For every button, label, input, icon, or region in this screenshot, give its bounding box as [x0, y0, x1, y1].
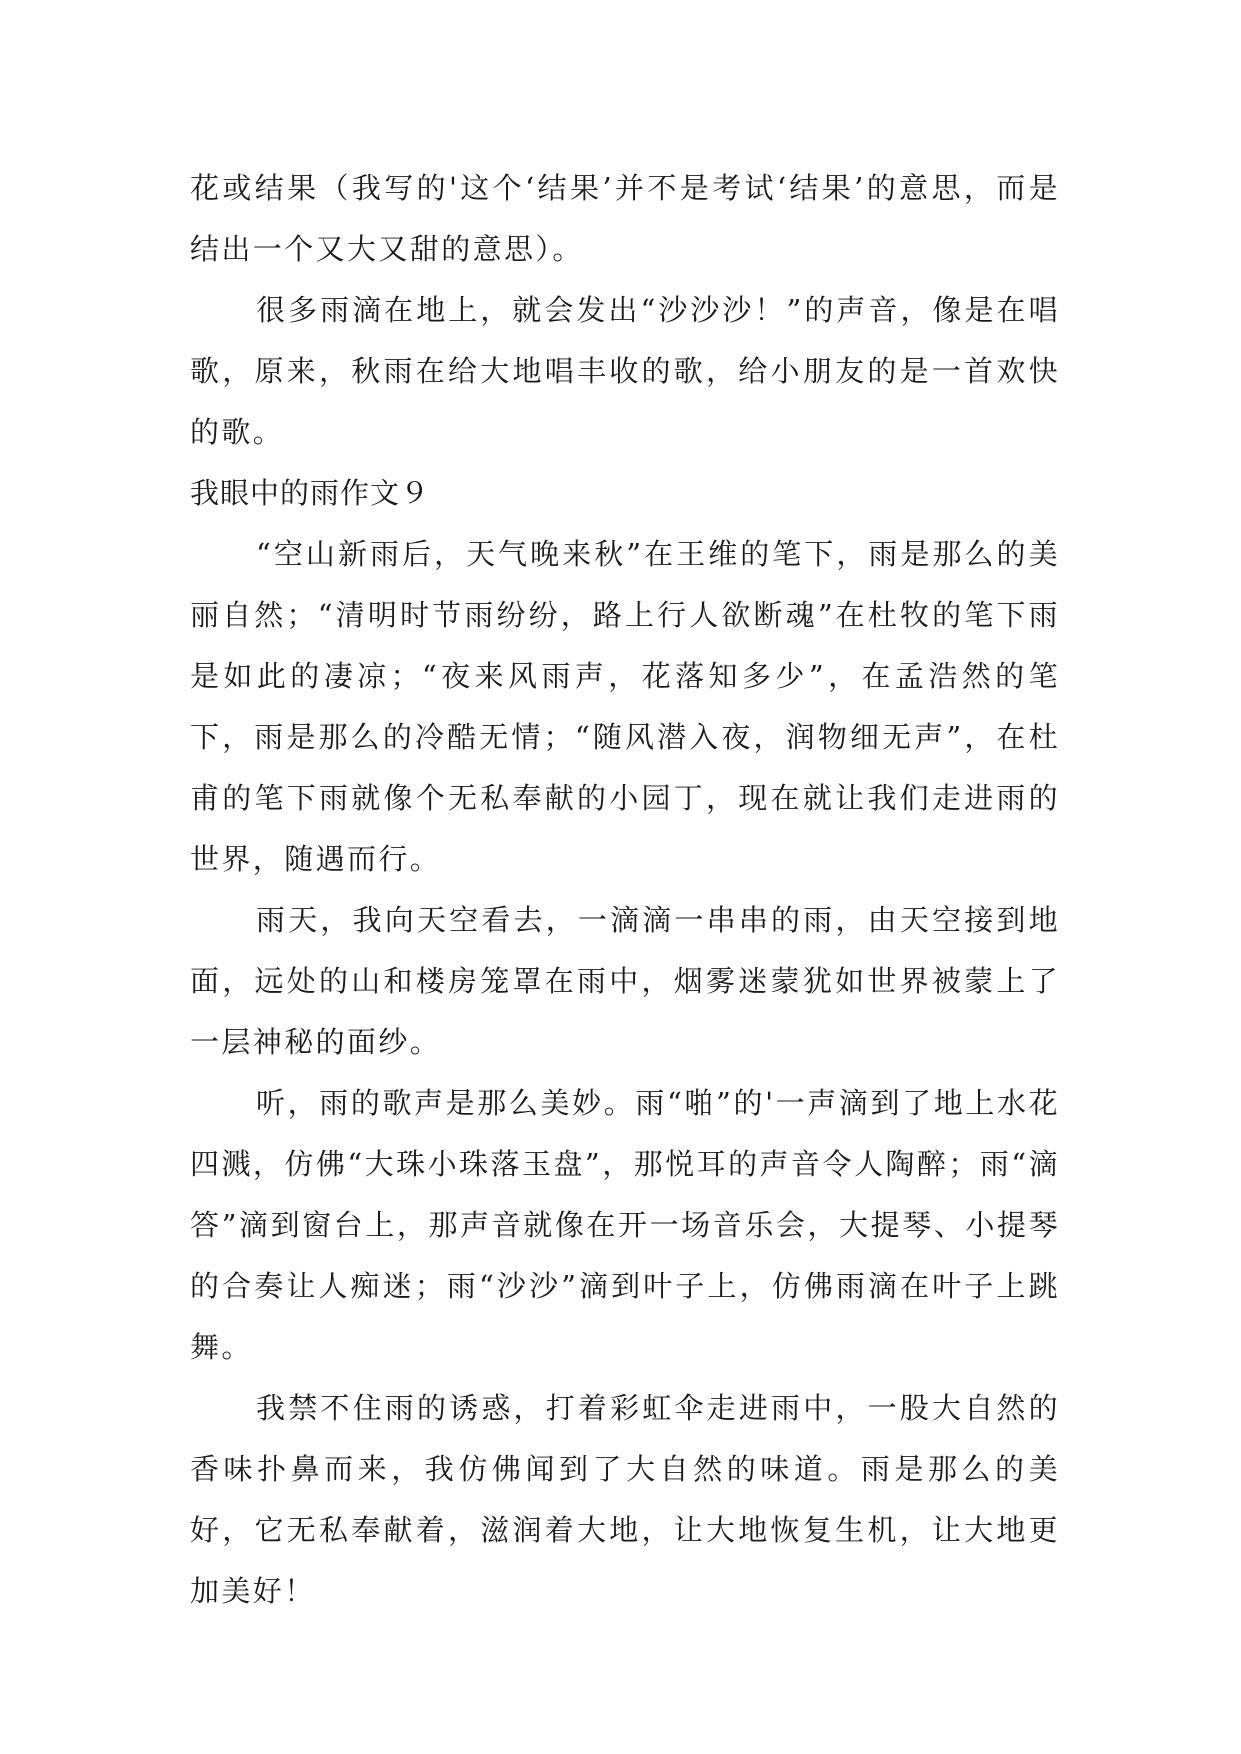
essay-heading: 我眼中的雨作文９: [190, 476, 431, 510]
paragraph-continuation: 花或结果（我写的'这个‘结果’并不是考试‘结果’的意思，而是结出一个又大又甜的意思）。: [190, 171, 1060, 266]
paragraph-rain-song: 听，雨的歌声是那么美妙。雨“啪”的'一声滴到了地上水花四溅，仿佛“大珠小珠落玉盘”，那悦耳的声音令人陶醉；雨“滴答”滴到窗台上，那声音就像在开一场音乐会，大提琴、小提琴的合奏让人痴迷；雨“沙沙”滴到叶子上，仿佛雨滴在叶子上跳舞。: [190, 1086, 1060, 1364]
paragraph-poems: “空山新雨后，天气晚来秋”在王维的笔下，雨是那么的美丽自然；“清明时节雨纷纷，路上行人欲断魂”在杜牧的笔下雨是如此的凄凉；“夜来风雨声，花落知多少”，在孟浩然的笔下，雨是那么的冷酷无情；“随风潜入夜，润物细无声”，在杜甫的笔下雨就像个无私奉献的小园丁，现在就让我们走进雨的世界，随遇而行。: [190, 537, 1060, 876]
paragraph-rain-sound: 很多雨滴在地上，就会发出“沙沙沙！”的声音，像是在唱歌，原来，秋雨在给大地唱丰收的歌，给小朋友的是一首欢快的歌。: [190, 293, 1060, 449]
paragraph-rainy-sky: 雨天，我向天空看去，一滴滴一串串的雨，由天空接到地面，远处的山和楼房笼罩在雨中，烟雾迷蒙犹如世界被蒙上了一层神秘的面纱。: [190, 903, 1060, 1059]
paragraph-walk-in-rain: 我禁不住雨的诱惑，打着彩虹伞走进雨中，一股大自然的香味扑鼻而来，我仿佛闻到了大自然的味道。雨是那么的美好，它无私奉献着，滋润着大地，让大地恢复生机，让大地更加美好！: [190, 1391, 1060, 1608]
document-body: [190, 158, 1060, 1622]
